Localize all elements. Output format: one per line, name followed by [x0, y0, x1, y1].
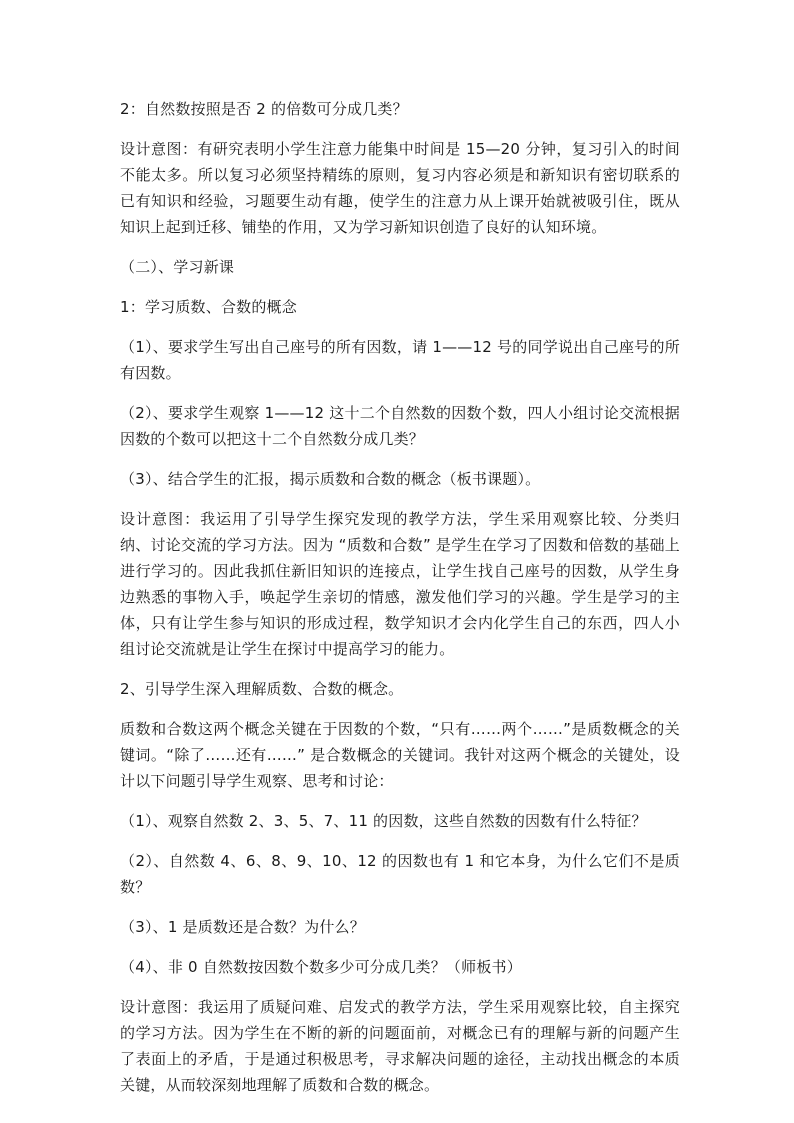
paragraph-question-1: （1）、观察自然数 2、3、5、7、11 的因数，这些自然数的因数有什么特征？ [120, 812, 647, 830]
subheading-learn-concepts: 1：学习质数、合数的概念 [120, 298, 297, 316]
paragraph-step-3: （3）、结合学生的汇报，揭示质数和合数的概念（板书课题）。 [120, 470, 541, 488]
paragraph-step-2: （2）、要求学生观察 1——12 这十二个自然数的因数个数，四人小组讨论交流根据因数的个数可以把这十二个自然数分成几类？ [120, 404, 680, 448]
paragraph-design-intent-1: 设计意图：有研究表明小学生注意力能集中时间是 15—20 分钟，复习引入的时间不能太多。所以复习必须坚持精练的原则，复习内容必须是和新知识有密切联系的已有知识和经验，习题要生动有趣，使学生的注意力从上课开始就被吸引住，既从知识上起到迁移、铺垫的作用，又为学习新知识创造了良好的认知环境。 [120, 140, 680, 236]
section-heading-new-lesson: （二）、学习新课 [120, 258, 235, 276]
document-body [120, 96, 680, 1112]
subheading-deep-understanding: 2、引导学生深入理解质数、合数的概念。 [120, 680, 404, 698]
paragraph-step-1: （1）、要求学生写出自己座号的所有因数，请 1——12 号的同学说出自己座号的所有因数。 [120, 338, 680, 382]
paragraph-key-words: 质数和合数这两个概念关键在于因数的个数，“只有……两个……”是质数概念的关键词。“除了……还有……” 是合数概念的关键词。我针对这两个概念的关键处，设计以下问题引导学生观察、思考和讨论： [120, 720, 680, 790]
paragraph-question-3: （3）、1 是质数还是合数？为什么？ [120, 918, 365, 936]
paragraph-design-intent-2: 设计意图：我运用了引导学生探究发现的教学方法，学生采用观察比较、分类归纳、讨论交流的学习方法。因为 “质数和合数” 是学生在学习了因数和倍数的基础上进行学习的。因此我抓住新旧知识的连接点，让学生找自己座号的因数，从学生身边熟悉的事物入手，唤起学生亲切的情感，激发他们学习的兴趣。学生是学习的主体，只有让学生参与知识的形成过程，数学知识才会内化学生自己的东西，四人小组讨论交流就是让学生在探讨中提高学习的能力。 [120, 510, 680, 658]
paragraph-question-4: （4）、非 0 自然数按因数个数多少可分成几类？（师板书） [120, 958, 522, 976]
paragraph-design-intent-3: 设计意图：我运用了质疑问难、启发式的教学方法，学生采用观察比较，自主探究的学习方法。因为学生在不断的新的问题面前，对概念已有的理解与新的问题产生了表面上的矛盾，于是通过积极思考，寻求解决问题的途径，主动找出概念的本质关键，从而较深刻地理解了质数和合数的概念。 [120, 998, 680, 1094]
paragraph-question-2b: （2）、自然数 4、6、8、9、10、12 的因数也有 1 和它本身，为什么它们不是质数？ [120, 852, 680, 896]
paragraph-question-2: 2：自然数按照是否 2 的倍数可分成几类？ [120, 100, 408, 118]
